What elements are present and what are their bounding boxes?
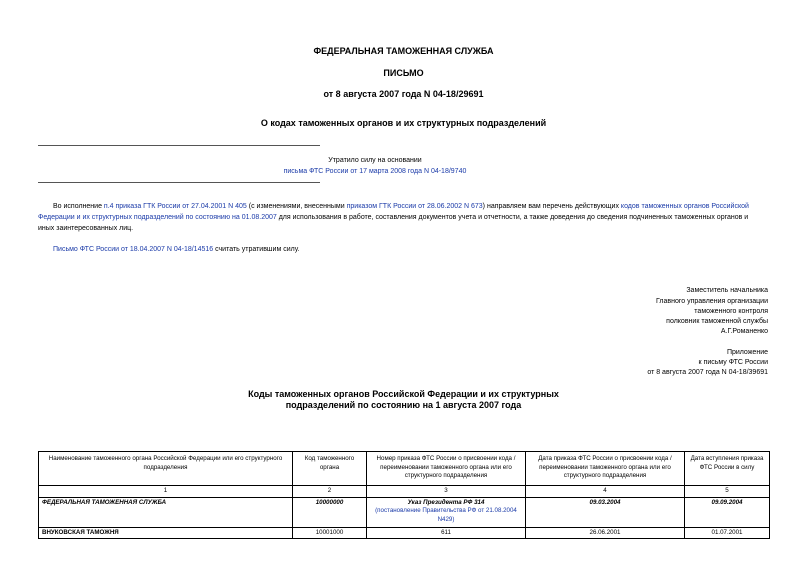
table-number-row bbox=[39, 486, 770, 498]
status-line-1: Утратило силу на основании bbox=[328, 157, 422, 164]
cell-name: ВНУКОВСКАЯ ТАМОЖНЯ bbox=[39, 527, 293, 539]
paragraph-2 bbox=[53, 246, 299, 253]
col-number: 5 bbox=[685, 486, 770, 498]
col-header-order-date: Дата приказа ФТС России о присвоении кода / переименовании таможенного органа или его структурного подразделения bbox=[526, 452, 685, 486]
cell-effective-date: 01.07.2001 bbox=[685, 527, 770, 539]
table-title-line-1: Коды таможенных органов Российской Федерации и их структурных bbox=[248, 389, 559, 399]
cell-effective-date: 09.09.2004 bbox=[685, 497, 770, 527]
codes-table bbox=[38, 451, 770, 539]
p1-text-b: (с изменениями, внесенными bbox=[246, 203, 347, 210]
link-codes-list-cont[interactable]: Федерации и их структурных подразделений по состоянию на 01.08.2007 bbox=[38, 214, 277, 221]
doc-date-number: от 8 августа 2007 года N 04-18/29691 bbox=[323, 89, 484, 99]
signature-line-4: полковник таможенной службы bbox=[666, 318, 768, 325]
agency-title: ФЕДЕРАЛЬНАЯ ТАМОЖЕННАЯ СЛУЖБА bbox=[313, 46, 494, 56]
table-header-row bbox=[39, 452, 770, 486]
cell-order-date: 09.03.2004 bbox=[526, 497, 685, 527]
paragraph-1-line-2 bbox=[38, 214, 748, 221]
signature-line-1: Заместитель начальника bbox=[686, 287, 768, 294]
signature-line-3: таможенного контроля bbox=[694, 308, 768, 315]
col-number: 3 bbox=[367, 486, 526, 498]
cell-order-note-link[interactable]: (постановление Правительства РФ от 21.08.2004 N429) bbox=[375, 507, 517, 523]
doc-subject: О кодах таможенных органов и их структурных подразделений bbox=[260, 118, 547, 128]
link-order-405[interactable]: п.4 приказа ГТК России от 27.04.2001 N 405 bbox=[103, 203, 247, 210]
status-repeal-link[interactable]: письма ФТС России от 17 марта 2008 года N 04-18/9740 bbox=[283, 168, 467, 175]
appendix-line-3: от 8 августа 2007 года N 04-18/39691 bbox=[647, 369, 768, 376]
p1-text-a: Во исполнение bbox=[53, 203, 104, 210]
signature-line-5: А.Г.Романенко bbox=[720, 328, 768, 335]
table-row bbox=[39, 497, 770, 527]
appendix-line-2: к письму ФТС России bbox=[698, 359, 768, 366]
table-row bbox=[39, 527, 770, 539]
col-number: 1 bbox=[39, 486, 293, 498]
col-header-order-number: Номер приказа ФТС России о присвоении кода / переименовании таможенного органа или его структурного подразделения bbox=[367, 452, 526, 486]
doc-type: ПИСЬМО bbox=[383, 68, 424, 78]
paragraph-1-line-1 bbox=[53, 203, 749, 210]
p2-text: считать утратившим силу. bbox=[213, 246, 300, 253]
cell-code: 10001000 bbox=[293, 527, 367, 539]
table-title-line-2: подразделений по состоянию на 1 августа 2007 года bbox=[285, 400, 522, 410]
cell-order bbox=[367, 497, 526, 527]
divider-top bbox=[38, 145, 320, 146]
cell-order-number: 611 bbox=[367, 527, 526, 539]
p1-text-e: иных заинтересованных лиц. bbox=[38, 225, 134, 232]
link-codes-list[interactable]: кодов таможенных органов Российской bbox=[620, 203, 749, 210]
appendix-line-1: Приложение bbox=[726, 349, 768, 356]
p1-text-d: для использования в работе, составления документов учета и отчетности, а также доведения до сведения подчиненных таможенных органов и bbox=[276, 214, 749, 221]
p1-text-c: ) направляем вам перечень действующих bbox=[482, 203, 621, 210]
link-letter-14516[interactable]: Письмо ФТС России от 18.04.2007 N 04-18/14516 bbox=[53, 246, 214, 253]
cell-order-date: 26.06.2001 bbox=[526, 527, 685, 539]
cell-code: 10000000 bbox=[293, 497, 367, 527]
cell-order-number: Указ Президента РФ 314 bbox=[407, 498, 485, 506]
cell-name: ФЕДЕРАЛЬНАЯ ТАМОЖЕННАЯ СЛУЖБА bbox=[39, 497, 293, 527]
link-order-673[interactable]: приказом ГТК России от 28.06.2002 N 673 bbox=[346, 203, 483, 210]
signature-line-2: Главного управления организации bbox=[656, 298, 768, 305]
col-header-code: Код таможенного органа bbox=[293, 452, 367, 486]
col-header-effective-date: Дата вступления приказа ФТС России в силу bbox=[685, 452, 770, 486]
divider-bottom bbox=[38, 182, 320, 183]
col-number: 4 bbox=[526, 486, 685, 498]
col-header-name: Наименование таможенного органа Российской Федерации или его структурного подразделения bbox=[39, 452, 293, 486]
col-number: 2 bbox=[293, 486, 367, 498]
